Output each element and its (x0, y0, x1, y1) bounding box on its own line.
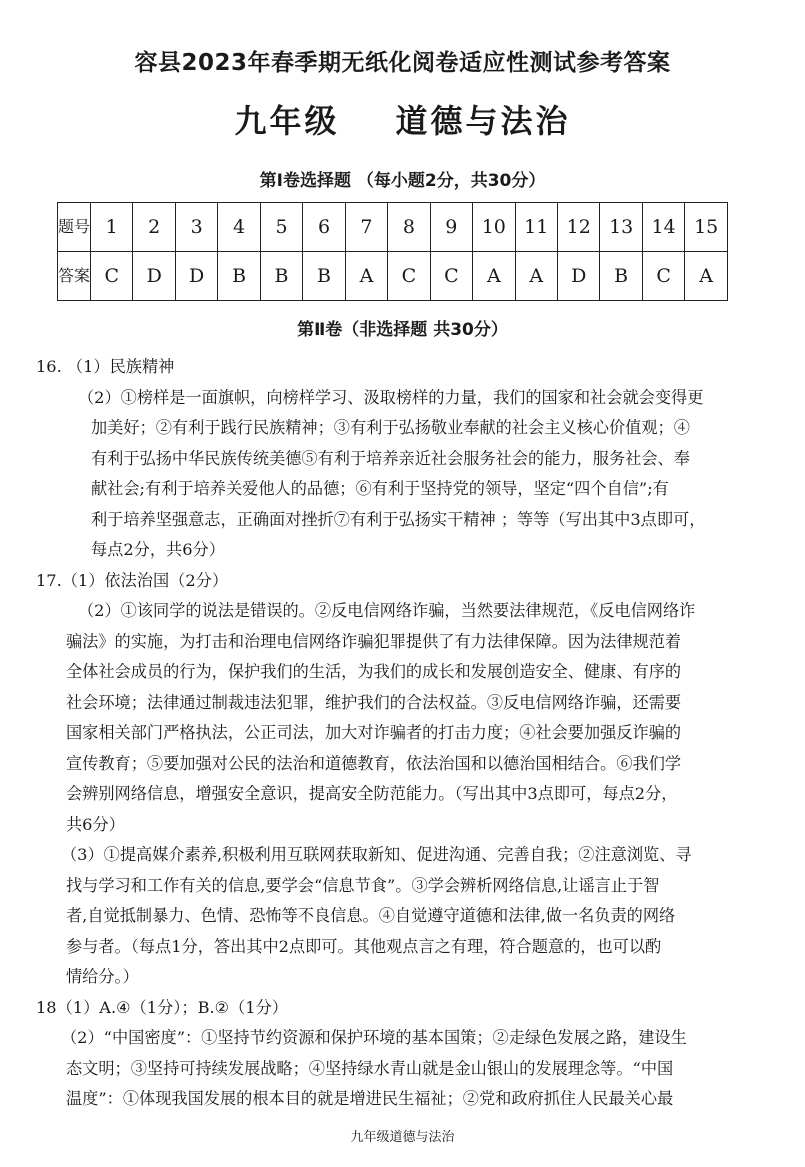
answer-cell: A (515, 252, 557, 301)
answer-cell: A (473, 252, 515, 301)
answer-cell: B (218, 252, 260, 301)
question-number-cell: 9 (430, 203, 472, 252)
row-label-question: 题号 (58, 203, 91, 252)
answer-line: 者,自觉抵制暴力、色情、恐怖等不良信息。④自觉遵守道德和法律,做一名负责的网络 (66, 906, 676, 925)
subject-label: 道德与法治 (395, 102, 571, 140)
answer-cell: D (557, 252, 599, 301)
answer-table (57, 202, 728, 301)
question-number-cell: 6 (303, 203, 345, 252)
question-number-cell: 11 (515, 203, 557, 252)
subject-heading (0, 96, 805, 142)
answer-line-q16: 16. （1）民族精神 (36, 357, 175, 376)
answer-line: 温度”：①体现我国发展的根本目的就是增进民生福祉；②党和政府抓住人民最关心最 (66, 1089, 674, 1108)
answer-cell: C (388, 252, 430, 301)
answer-cell: D (175, 252, 217, 301)
answer-cell: A (685, 252, 728, 301)
answer-line: 共6分） (66, 815, 125, 834)
answer-cell: B (303, 252, 345, 301)
question-number-cell: 4 (218, 203, 260, 252)
answer-line: 参与者。（每点1分，答出其中2点即可。其他观点言之有理，符合题意的，也可以酌 (66, 937, 662, 956)
grade-label: 九年级 (234, 102, 340, 140)
answer-line-q18: 18（1）A.④（1分）；B.②（1分） (36, 998, 288, 1017)
question-number-cell: 13 (600, 203, 642, 252)
section2-title: 第Ⅱ卷（非选择题 共30分） (297, 320, 508, 340)
question-number-cell: 8 (388, 203, 430, 252)
answer-line: （3）①提高媒介素养,积极利用互联网获取新知、促进沟通、完善自我；②注意浏览、寻 (61, 845, 692, 864)
question-number-cell: 5 (260, 203, 302, 252)
answer-line: （2）①榜样是一面旗帜，向榜样学习、汲取榜样的力量，我们的国家和社会就会变得更 (78, 388, 704, 407)
question-number-cell: 3 (175, 203, 217, 252)
answer-cell: C (91, 252, 133, 301)
question-number-cell: 12 (557, 203, 599, 252)
answer-row (58, 252, 728, 301)
answer-line: 社会环境；法律通过制裁违法犯罪，维护我们的合法权益。③反电信网络诈骗，还需要 (66, 693, 682, 712)
section1-title: 第Ⅰ卷选择题 （每小题2分，共30分） (259, 171, 546, 191)
question-number-cell: 7 (345, 203, 387, 252)
answer-line: 利于培养坚强意志，正确面对挫折⑦有利于弘扬实干精神 ；等等（写出其中3点即可， (91, 510, 706, 529)
page-footer: 九年级道德与法治 (350, 1130, 455, 1145)
answer-line: 找与学习和工作有关的信息,要学会“信息节食”。③学会辨析网络信息,让谣言止于智 (66, 876, 660, 895)
question-number-cell: 15 (685, 203, 728, 252)
question-number-cell: 2 (133, 203, 175, 252)
answer-cell: A (345, 252, 387, 301)
answer-line: 全体社会成员的行为，保护我们的生活，为我们的成长和发展创造安全、健康、有序的 (66, 662, 682, 681)
question-number-cell: 14 (642, 203, 684, 252)
answer-line: 会辨别网络信息，增强安全意识，提高安全防范能力。（写出其中3点即可，每点2分， (66, 784, 678, 803)
answer-cell: B (600, 252, 642, 301)
question-number-row (58, 203, 728, 252)
row-label-answer: 答案 (58, 252, 91, 301)
answer-line: （2）“中国密度”：①坚持节约资源和保护环境的基本国策；②走绿色发展之路，建设生 (61, 1028, 687, 1047)
answer-line: 态文明；③坚持可持续发展战略；④坚持绿水青山就是金山银山的发展理念等。“中国 (66, 1059, 674, 1078)
answer-cell: B (260, 252, 302, 301)
answer-line: 情给分。） (66, 967, 139, 986)
answer-line: 有利于弘扬中华民族传统美德⑤有利于培养亲近社会服务社会的能力，服务社会、奉 (91, 449, 690, 468)
question-number-cell: 10 (473, 203, 515, 252)
answer-cell: D (133, 252, 175, 301)
answer-line: 骗法》的实施，为打击和治理电信网络诈骗犯罪提供了有力法律保障。因为法律规范着 (66, 632, 682, 651)
answer-line: 每点2分，共6分） (91, 540, 225, 559)
question-number-cell: 1 (91, 203, 133, 252)
answer-line: 献社会;有利于培养关爱他人的品德；⑥有利于坚持党的领导，坚定“四个自信”;有 (91, 479, 669, 498)
document-title: 容县2023年春季期无纸化阅卷适应性测试参考答案 (134, 50, 671, 76)
answer-line: 国家相关部门严格执法，公正司法，加大对诈骗者的打击力度；④社会要加强反诈骗的 (66, 723, 682, 742)
answer-cell: C (430, 252, 472, 301)
answer-line: （2）①该同学的说法是错误的。②反电信网络诈骗，当然要法律规范，《反电信网络诈 (78, 601, 696, 620)
answer-cell: C (642, 252, 684, 301)
answer-line: 加美好；②有利于践行民族精神；③有利于弘扬敬业奉献的社会主义核心价值观；④ (91, 418, 690, 437)
answer-line: 宣传教育；⑤要加强对公民的法治和道德教育，依法治国和以德治国相结合。⑥我们学 (66, 754, 682, 773)
answer-line-q17: 17.（1）依法治国（2分） (36, 571, 229, 590)
